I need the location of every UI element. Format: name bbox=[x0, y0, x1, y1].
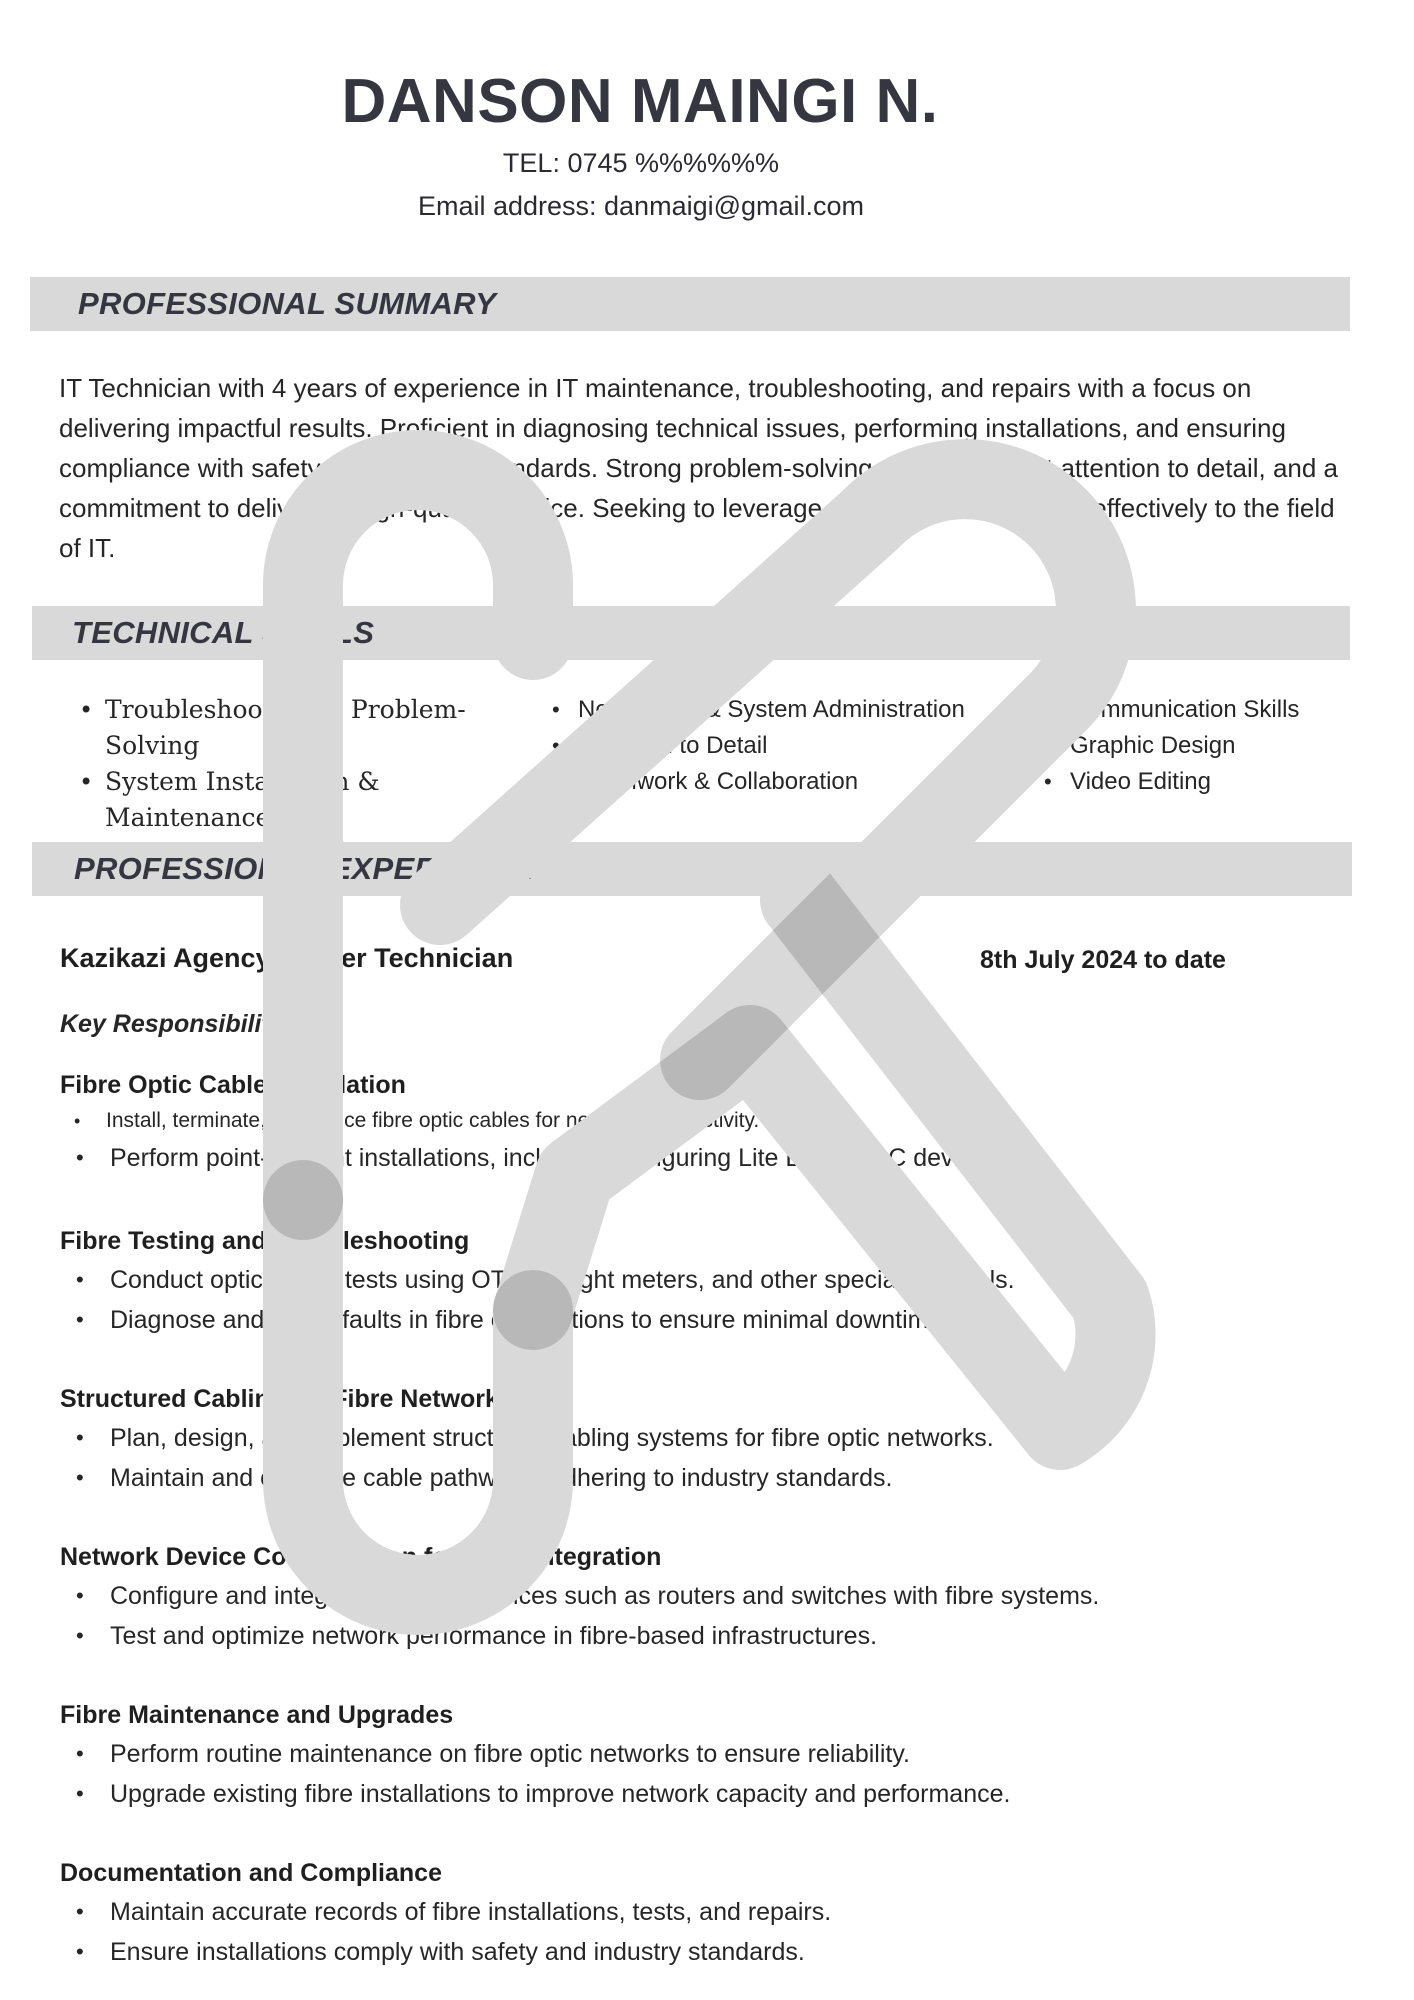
group-title: Fibre Optic Cable Installation bbox=[60, 1071, 406, 1099]
phone-number: TEL: 0745 %%%%%% bbox=[502, 148, 780, 178]
skill-item: • Attention to Detail bbox=[548, 728, 965, 764]
responsibility-item: • Perform point-to-point installations, including configuring Lite Beam 5AC devices. bbox=[60, 1138, 1005, 1178]
responsibility-item: • Test and optimize network performance in fibre-based infrastructures. bbox=[60, 1616, 1099, 1656]
skills-column-2 bbox=[548, 692, 965, 800]
responsibility-item: • Perform routine maintenance on fibre optic networks to ensure reliability. bbox=[60, 1734, 1010, 1774]
responsibility-item: • Maintain and organize cable pathways, adhering to industry standards. bbox=[60, 1458, 994, 1498]
group-title: Fibre Testing and Troubleshooting bbox=[60, 1227, 470, 1255]
job-date: 8th July 2024 to date bbox=[980, 946, 1226, 974]
group-title: Network Device Configuration for Fibre Integration bbox=[60, 1543, 662, 1571]
responsibility-item: • Configure and integrate network devices such as routers and switches with fibre systems. bbox=[60, 1576, 1099, 1616]
skill-item: • Teamwork & Collaboration bbox=[548, 764, 965, 800]
responsibility-item: • Conduct optical fibre tests using OTDRs, light meters, and other specialized tools. bbox=[60, 1260, 1015, 1300]
key-responsibilities-label: Key Responsibilities bbox=[60, 1010, 305, 1038]
responsibility-group bbox=[60, 1222, 1015, 1340]
candidate-name: DANSON MAINGI N. bbox=[341, 67, 939, 136]
responsibility-group bbox=[60, 1380, 994, 1498]
email-address: Email address: danmaigi@gmail.com bbox=[417, 191, 865, 221]
responsibility-item: • Plan, design, and implement structured cabling systems for fibre optic networks. bbox=[60, 1418, 994, 1458]
experience-section-title: PROFESSIONAL EXPERIENCE bbox=[74, 851, 534, 886]
responsibility-group bbox=[60, 1854, 831, 1972]
skill-item: • Networking & System Administration bbox=[548, 692, 965, 728]
skill-item: • Communication Skills bbox=[1040, 692, 1299, 728]
skill-item: • Video Editing bbox=[1040, 764, 1299, 800]
skill-item: • Graphic Design bbox=[1040, 728, 1299, 764]
group-title: Fibre Maintenance and Upgrades bbox=[60, 1701, 454, 1729]
responsibility-item: • Ensure installations comply with safety and industry standards. bbox=[60, 1932, 831, 1972]
responsibility-group bbox=[60, 1696, 1010, 1814]
skills-column-3 bbox=[1040, 692, 1299, 800]
responsibility-item: • Maintain accurate records of fibre installations, tests, and repairs. bbox=[60, 1892, 831, 1932]
responsibility-item: • Install, terminate, and splice fibre optic cables for network connectivity. bbox=[60, 1104, 1005, 1138]
skill-item: • System Installation & Maintenance bbox=[75, 764, 475, 836]
job-title: Kazikazi Agency | Fiber Technician bbox=[60, 943, 514, 973]
summary-section-title: PROFESSIONAL SUMMARY bbox=[78, 286, 497, 321]
summary-text: IT Technician with 4 years of experience in IT maintenance, troubleshooting, and repairs with a focus on delivering impactful results. Proficient in diagnosing technical issues, performing installations, and ensuring compliance with safety and industry standards. Strong problem-solving skills, excellent attention to detail, and a commitment to delivering high-quality service. Seeking to leverage expertise to contribute effectively to the field of IT. bbox=[59, 373, 1339, 563]
responsibility-group bbox=[60, 1066, 1005, 1178]
group-title: Structured Cabling for Fibre Networks bbox=[60, 1385, 513, 1413]
skills-column-1 bbox=[75, 692, 475, 836]
responsibility-group bbox=[60, 1538, 1099, 1656]
skills-section-title: TECHNICAL SKILLS bbox=[72, 615, 375, 650]
responsibility-item: • Upgrade existing fibre installations to improve network capacity and performance. bbox=[60, 1774, 1010, 1814]
skill-item: • Troubleshooting & Problem-Solving bbox=[75, 692, 475, 764]
group-title: Documentation and Compliance bbox=[60, 1859, 442, 1887]
responsibility-item: • Diagnose and repair faults in fibre connections to ensure minimal downtime. bbox=[60, 1300, 1015, 1340]
